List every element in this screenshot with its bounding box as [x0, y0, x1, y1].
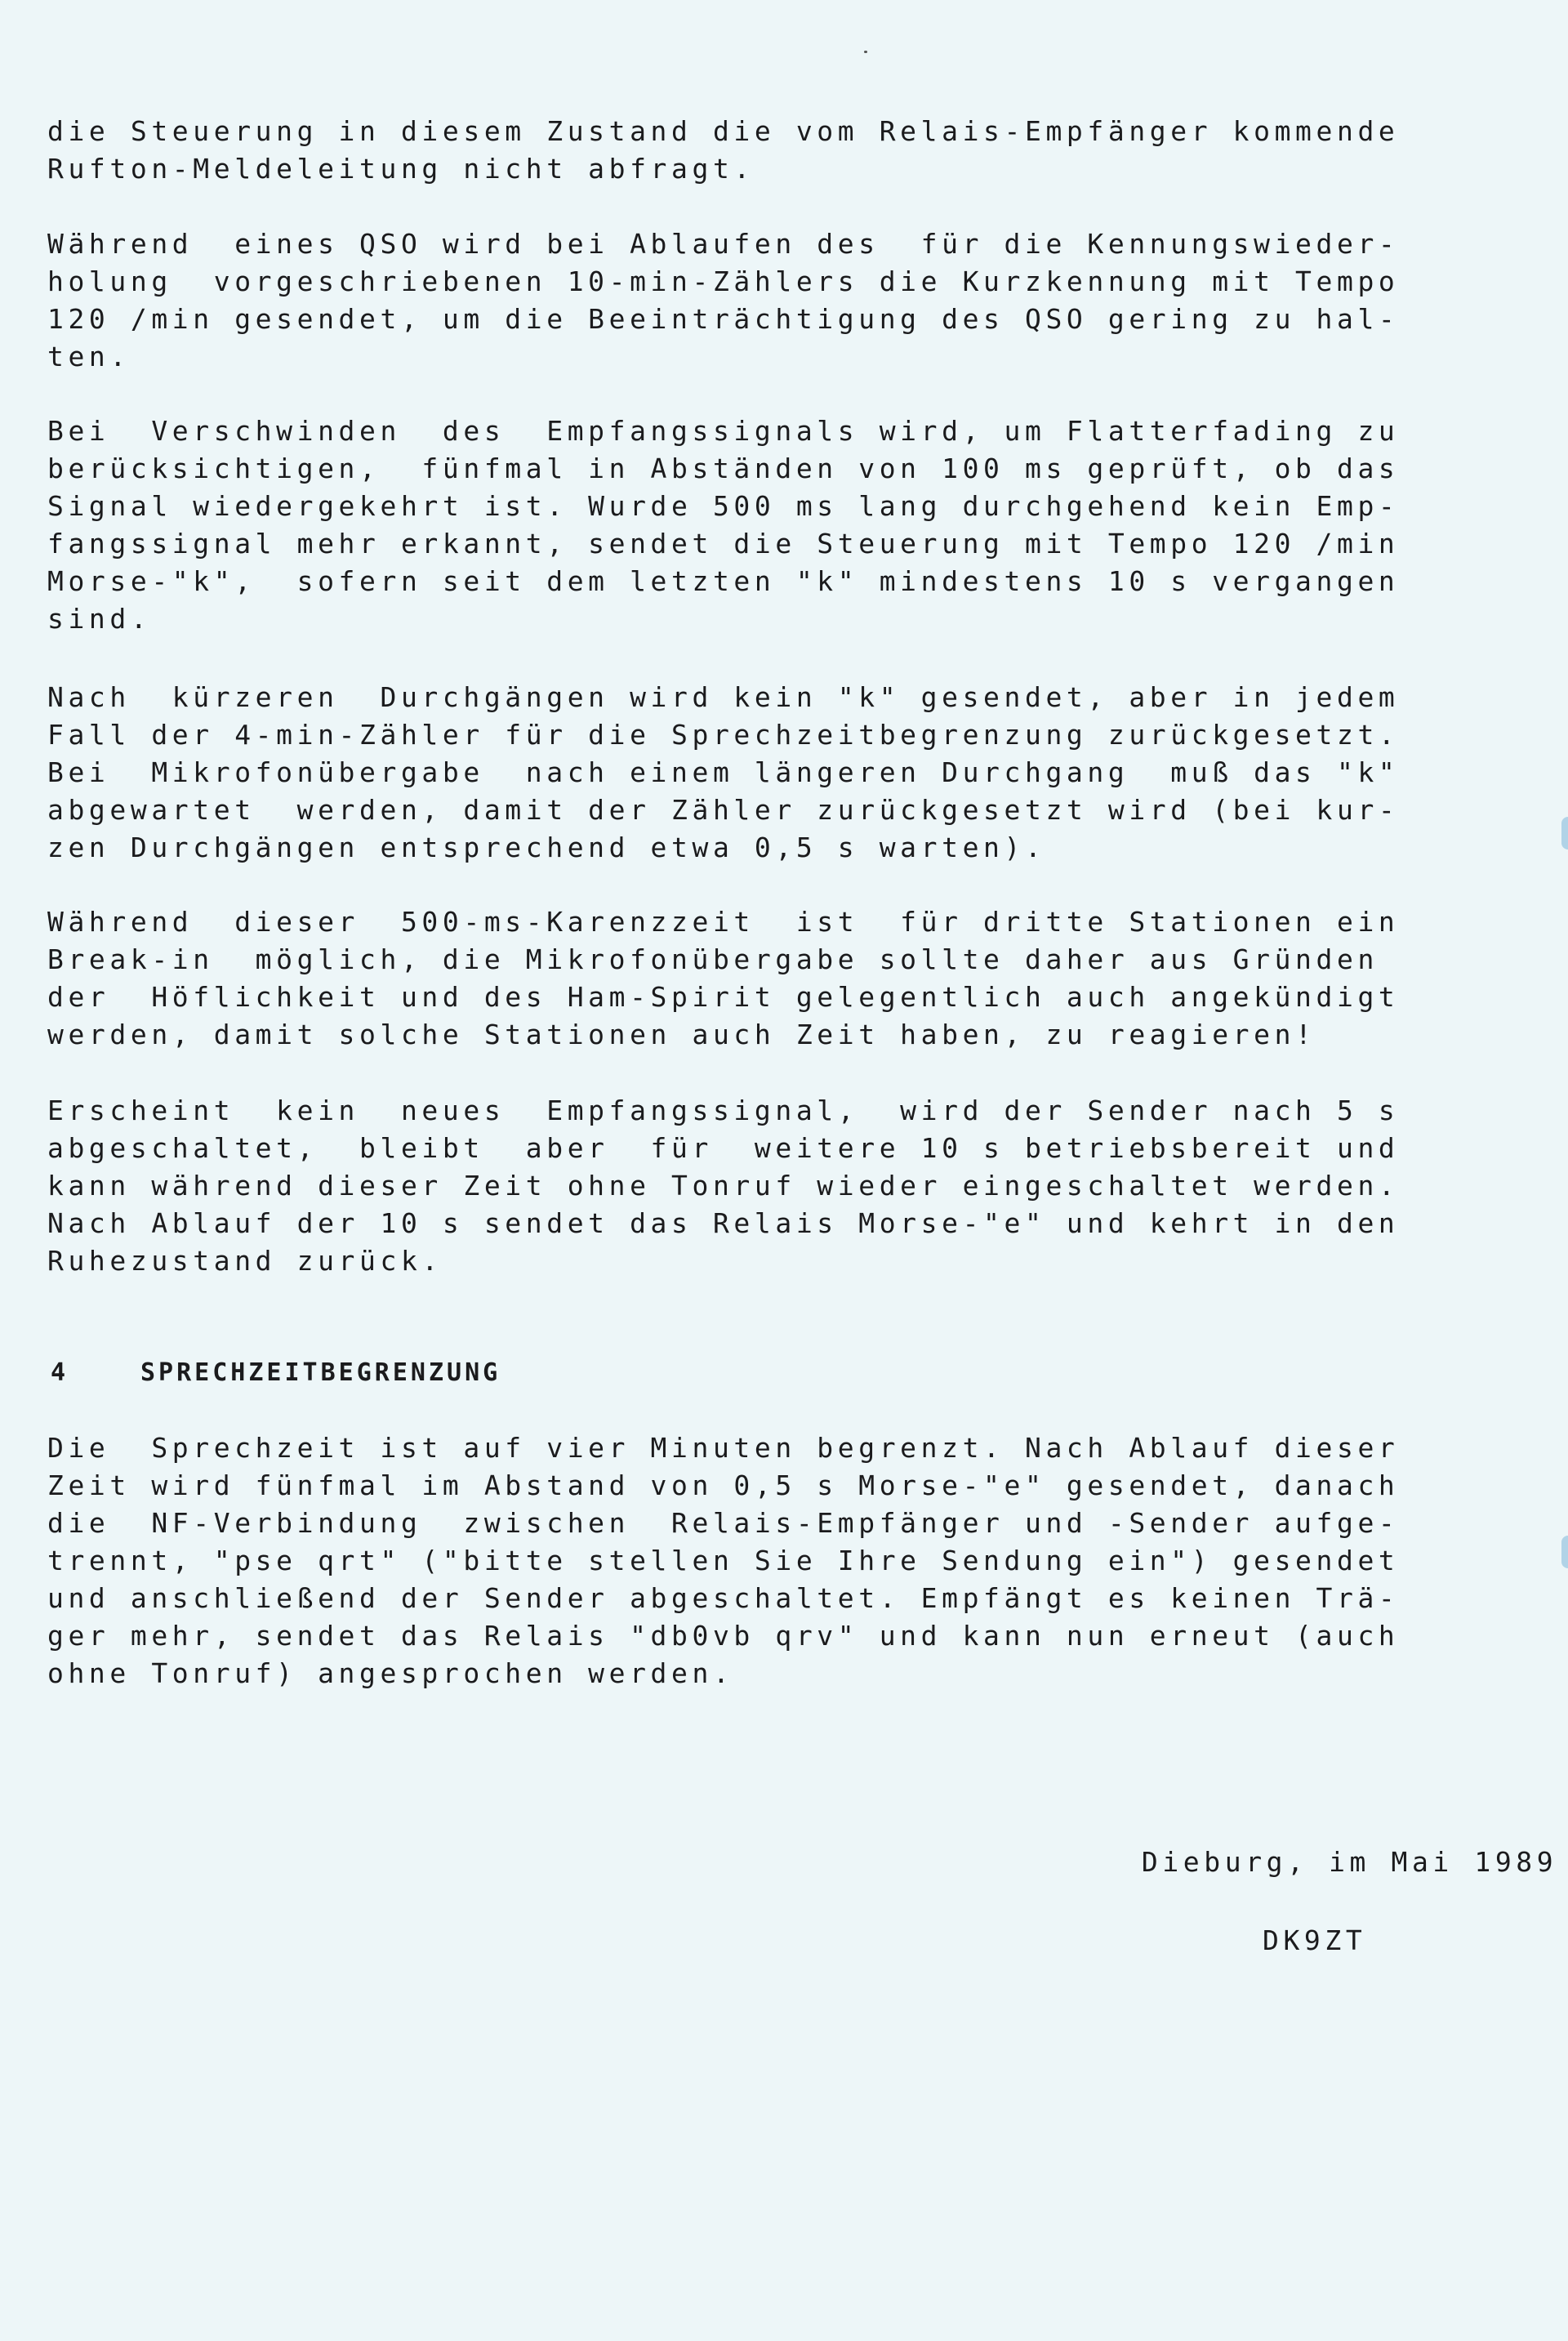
paragraph-break-in: Während dieser 500-ms-Karenzzeit ist für dritte Stationen ein Break-in möglich, die Mikrofonübergabe sollte daher aus Gründen der Höflichkeit und des Ham-Spirit gelegentlich auch angekündigt werden, damit solche Stationen auch Zeit haben, zu reagieren! [47, 906, 1400, 1050]
section-title: SPRECHZEITBEGRENZUNG [140, 1358, 501, 1387]
margin-mark [1561, 1536, 1568, 1568]
paragraph-short-transmissions: Nach kürzeren Durchgängen wird kein "k" gesendet, aber in jedem Fall der 4-min-Zähler für die Sprechzeitbegrenzung zurückgesetzt. Bei Mikrofonübergabe nach einem längeren Durchgang muß das "k" abgewartet werden, damit der Zähler zurückgesetzt wird (bei kur- zen Durchgängen entsprechend etwa 0,5 s warten). [47, 681, 1400, 863]
paragraph-continuation: die Steuerung in diesem Zustand die vom Relais-Empfänger kommende Rufton-Meldeleitung nicht abfragt. [47, 115, 1400, 185]
section-number: 4 [51, 1358, 69, 1387]
signature-place-date: Dieburg, im Mai 1989 [1141, 1846, 1558, 1878]
margin-mark [1561, 817, 1568, 849]
speck-mark [864, 51, 867, 53]
paragraph-talk-time-limit: Die Sprechzeit ist auf vier Minuten begrenzt. Nach Ablauf dieser Zeit wird fünfmal im Abstand von 0,5 s Morse-"e" gesendet, danach die NF-Verbindung zwischen Relais-Empfänger und -Sender aufge- trennt, "pse qrt" ("bitte stellen Sie Ihre Sendung ein") gesendet und anschließend der Sender abgeschaltet. Empfängt es keinen Trä- ger mehr, sendet das Relais "db0vb qrv" und kann nun erneut (auch ohne Tonruf) angesprochen werden. [47, 1432, 1400, 1689]
signature-callsign: DK9ZT [1263, 1924, 1367, 1956]
signature-block [1058, 1804, 1557, 2039]
paragraph-transmitter-shutdown: Erscheint kein neues Empfangssignal, wird der Sender nach 5 s abgeschaltet, bleibt aber für weitere 10 s betriebsbereit und kann während dieser Zeit ohne Tonruf wieder eingeschaltet werden. Nach Ablauf der 10 s sendet das Relais Morse-"e" und kehrt in den Ruhezustand zurück. [47, 1095, 1400, 1277]
section-heading [51, 1354, 501, 1392]
paragraph-qso-identification: Während eines QSO wird bei Ablaufen des für die Kennungswieder- holung vorgeschriebenen 10-min-Zählers die Kurzkennung mit Tempo 120 /min gesendet, um die Beeinträchtigung des QSO gering zu hal- ten. [47, 228, 1400, 372]
paragraph-signal-loss: Bei Verschwinden des Empfangssignals wird, um Flatterfading zu berücksichtigen, fünfmal in Abständen von 100 ms geprüft, ob das Signal wiedergekehrt ist. Wurde 500 ms lang durchgehend kein Emp- fangssignal mehr erkannt, sendet die Steuerung mit Tempo 120 /min Morse-"k", sofern seit dem letzten "k" mindestens 10 s vergangen sind. [47, 415, 1400, 635]
